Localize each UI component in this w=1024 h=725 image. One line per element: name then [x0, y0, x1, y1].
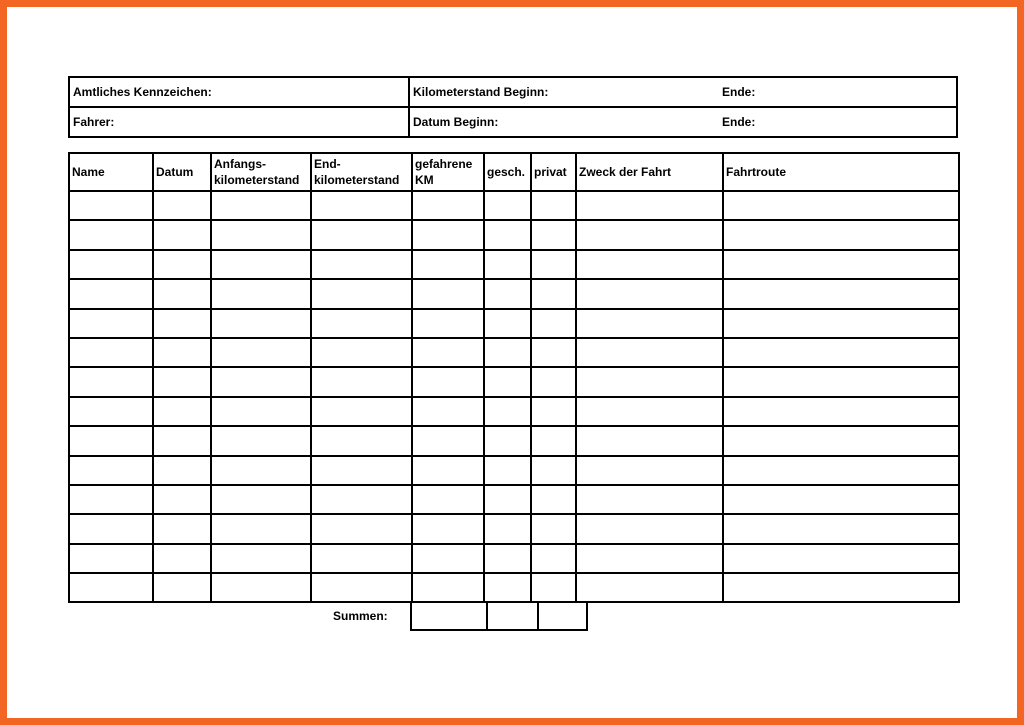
table-cell[interactable]: [311, 250, 412, 279]
table-cell[interactable]: [211, 367, 311, 396]
table-row: [69, 367, 959, 396]
table-cell[interactable]: [723, 397, 959, 426]
table-cell[interactable]: [723, 426, 959, 455]
table-cell[interactable]: [412, 456, 484, 485]
column-header: Datum: [153, 153, 211, 191]
table-cell[interactable]: [153, 397, 211, 426]
table-cell[interactable]: [484, 514, 531, 543]
table-cell[interactable]: [723, 191, 959, 220]
table-cell[interactable]: [576, 485, 723, 514]
table-cell[interactable]: [576, 309, 723, 338]
table-cell[interactable]: [531, 485, 576, 514]
table-cell[interactable]: [211, 544, 311, 573]
table-cell[interactable]: [531, 338, 576, 367]
table-cell[interactable]: [311, 220, 412, 249]
table-cell[interactable]: [723, 456, 959, 485]
fahrtenbuch-table: [68, 152, 960, 603]
vehicle-info-header: [68, 76, 958, 138]
table-cell[interactable]: [723, 367, 959, 396]
table-cell[interactable]: [412, 514, 484, 543]
table-cell[interactable]: [484, 573, 531, 602]
table-cell[interactable]: [153, 279, 211, 308]
table-cell[interactable]: [69, 191, 153, 220]
table-cell[interactable]: [311, 338, 412, 367]
table-cell[interactable]: [723, 338, 959, 367]
table-row: [69, 485, 959, 514]
table-cell[interactable]: [484, 485, 531, 514]
table-cell[interactable]: [531, 367, 576, 396]
table-cell[interactable]: [153, 426, 211, 455]
table-cell[interactable]: [211, 397, 311, 426]
table-cell[interactable]: [484, 338, 531, 367]
table-cell[interactable]: [69, 485, 153, 514]
table-cell[interactable]: [531, 397, 576, 426]
table-cell[interactable]: [412, 191, 484, 220]
table-cell[interactable]: [576, 397, 723, 426]
table-cell[interactable]: [311, 573, 412, 602]
km-cell[interactable]: [409, 77, 957, 107]
table-cell[interactable]: [69, 514, 153, 543]
table-row: [69, 338, 959, 367]
table-cell[interactable]: [69, 544, 153, 573]
table-cell[interactable]: [484, 309, 531, 338]
column-header: End- kilometerstand: [311, 153, 412, 191]
table-cell[interactable]: [211, 191, 311, 220]
table-cell[interactable]: [69, 309, 153, 338]
header-row-kennzeichen: [69, 77, 957, 107]
table-cell[interactable]: [412, 397, 484, 426]
table-cell[interactable]: [211, 485, 311, 514]
table-cell[interactable]: [311, 544, 412, 573]
table-cell[interactable]: [412, 367, 484, 396]
table-cell[interactable]: [311, 279, 412, 308]
table-row: [69, 191, 959, 220]
table-cell[interactable]: [531, 573, 576, 602]
table-cell[interactable]: [484, 456, 531, 485]
table-cell[interactable]: [311, 456, 412, 485]
datum-cell[interactable]: [409, 107, 957, 137]
km-beginn-label: Kilometerstand Beginn:: [413, 85, 549, 99]
table-cell[interactable]: [311, 485, 412, 514]
table-body: [69, 191, 959, 602]
table-cell[interactable]: [723, 514, 959, 543]
table-cell[interactable]: [211, 514, 311, 543]
kennzeichen-cell[interactable]: [69, 77, 409, 107]
table-row: [69, 220, 959, 249]
column-header: Zweck der Fahrt: [576, 153, 723, 191]
table-cell[interactable]: [211, 250, 311, 279]
table-cell[interactable]: [576, 544, 723, 573]
table-cell[interactable]: [153, 485, 211, 514]
table-cell[interactable]: [153, 338, 211, 367]
kennzeichen-label: Amtliches Kennzeichen:: [73, 85, 212, 99]
table-row: [69, 514, 959, 543]
table-cell[interactable]: [69, 279, 153, 308]
table-cell[interactable]: [69, 250, 153, 279]
table-cell[interactable]: [484, 367, 531, 396]
table-cell[interactable]: [531, 309, 576, 338]
datum-ende-label: Ende:: [722, 115, 756, 129]
column-header: gefahrene KM: [412, 153, 484, 191]
summen-gesch-cell[interactable]: [487, 602, 538, 630]
table-cell[interactable]: [211, 426, 311, 455]
column-header: privat: [531, 153, 576, 191]
table-cell[interactable]: [484, 544, 531, 573]
header-row-fahrer: [69, 107, 957, 137]
table-cell[interactable]: [311, 367, 412, 396]
table-cell[interactable]: [412, 309, 484, 338]
table-cell[interactable]: [576, 279, 723, 308]
summen-label: Summen:: [333, 609, 388, 623]
table-cell[interactable]: [576, 250, 723, 279]
datum-beginn-label: Datum Beginn:: [413, 115, 499, 129]
table-cell[interactable]: [484, 397, 531, 426]
table-cell[interactable]: [69, 426, 153, 455]
km-ende-label: Ende:: [722, 85, 756, 99]
table-cell[interactable]: [69, 338, 153, 367]
fahrer-cell[interactable]: [69, 107, 409, 137]
table-cell[interactable]: [153, 456, 211, 485]
table-cell[interactable]: [211, 279, 311, 308]
summen-gefahrene-km-cell[interactable]: [411, 602, 487, 630]
table-cell[interactable]: [69, 456, 153, 485]
table-cell[interactable]: [576, 456, 723, 485]
table-cell[interactable]: [211, 456, 311, 485]
table-cell[interactable]: [311, 426, 412, 455]
table-cell[interactable]: [211, 338, 311, 367]
table-cell[interactable]: [153, 367, 211, 396]
table-cell[interactable]: [531, 514, 576, 543]
table-cell[interactable]: [311, 397, 412, 426]
table-cell[interactable]: [576, 220, 723, 249]
table-cell[interactable]: [211, 220, 311, 249]
table-cell[interactable]: [311, 191, 412, 220]
table-cell[interactable]: [576, 573, 723, 602]
table-cell[interactable]: [484, 426, 531, 455]
table-cell[interactable]: [153, 544, 211, 573]
table-cell[interactable]: [576, 338, 723, 367]
column-header: gesch.: [484, 153, 531, 191]
table-cell[interactable]: [412, 426, 484, 455]
table-cell[interactable]: [531, 191, 576, 220]
table-cell[interactable]: [576, 426, 723, 455]
table-cell[interactable]: [211, 573, 311, 602]
table-cell[interactable]: [412, 220, 484, 249]
table-row: [69, 426, 959, 455]
table-cell[interactable]: [484, 220, 531, 249]
summen-row: [411, 602, 587, 630]
table-cell[interactable]: [311, 514, 412, 543]
table-cell[interactable]: [69, 367, 153, 396]
table-cell[interactable]: [723, 544, 959, 573]
table-cell[interactable]: [723, 250, 959, 279]
table-row: [69, 573, 959, 602]
summen-table: [410, 601, 588, 631]
table-cell[interactable]: [576, 367, 723, 396]
table-row: [69, 309, 959, 338]
table-row: [69, 279, 959, 308]
table-cell[interactable]: [576, 514, 723, 543]
table-cell[interactable]: [723, 309, 959, 338]
table-cell[interactable]: [531, 456, 576, 485]
table-cell[interactable]: [153, 220, 211, 249]
table-cell[interactable]: [531, 220, 576, 249]
table-cell[interactable]: [412, 338, 484, 367]
table-cell[interactable]: [723, 279, 959, 308]
table-cell[interactable]: [153, 514, 211, 543]
column-header: Fahrtroute: [723, 153, 959, 191]
summen-privat-cell[interactable]: [538, 602, 587, 630]
table-cell[interactable]: [576, 191, 723, 220]
table-cell[interactable]: [484, 279, 531, 308]
table-cell[interactable]: [412, 250, 484, 279]
table-cell[interactable]: [723, 220, 959, 249]
table-cell[interactable]: [153, 573, 211, 602]
table-cell[interactable]: [484, 191, 531, 220]
table-cell[interactable]: [723, 573, 959, 602]
table-row: [69, 544, 959, 573]
table-cell[interactable]: [69, 397, 153, 426]
table-cell[interactable]: [723, 485, 959, 514]
table-cell[interactable]: [412, 544, 484, 573]
table-cell[interactable]: [412, 573, 484, 602]
table-cell[interactable]: [484, 250, 531, 279]
fahrer-label: Fahrer:: [73, 115, 115, 129]
table-cell[interactable]: [311, 309, 412, 338]
table-row: [69, 456, 959, 485]
table-cell[interactable]: [531, 544, 576, 573]
table-row: [69, 250, 959, 279]
table-cell[interactable]: [69, 573, 153, 602]
table-cell[interactable]: [153, 309, 211, 338]
column-header: Name: [69, 153, 153, 191]
table-cell[interactable]: [412, 485, 484, 514]
table-cell[interactable]: [69, 220, 153, 249]
table-cell[interactable]: [412, 279, 484, 308]
table-cell[interactable]: [531, 250, 576, 279]
table-cell[interactable]: [531, 279, 576, 308]
table-cell[interactable]: [531, 426, 576, 455]
table-cell[interactable]: [211, 309, 311, 338]
table-row: [69, 397, 959, 426]
table-header-row: [69, 153, 959, 191]
table-cell[interactable]: [153, 250, 211, 279]
table-cell[interactable]: [153, 191, 211, 220]
column-header: Anfangs- kilometerstand: [211, 153, 311, 191]
